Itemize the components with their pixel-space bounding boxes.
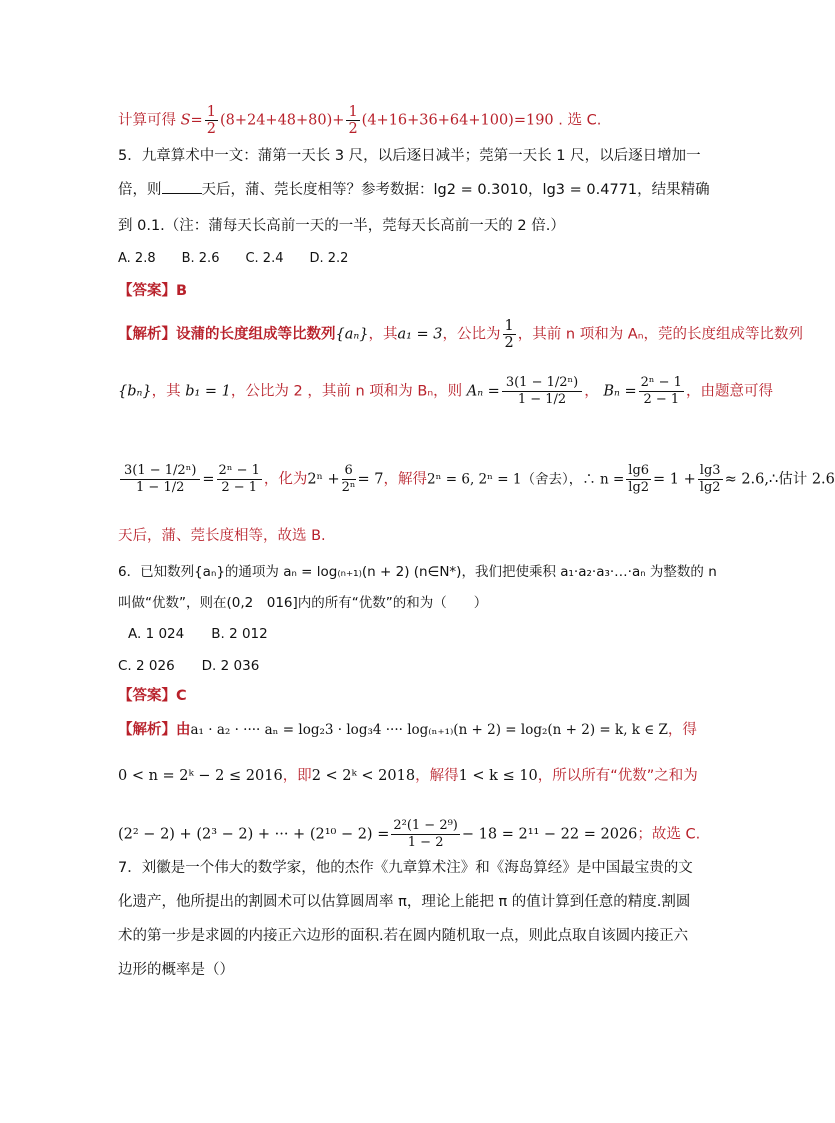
q5-analysis-line-3 (118, 463, 835, 496)
q5-an-fraction (502, 375, 582, 408)
q5-an1-b: {aₙ} (335, 326, 369, 343)
q5-an-num: 3(1 − 1/2ⁿ) (502, 375, 582, 392)
q5-six-den: 2ⁿ (341, 480, 356, 495)
q5-an2-g: Bₙ = (603, 383, 637, 400)
q6-line-1: 6．已知数列{aₙ}的通项为 aₙ = log₍ₙ₊₁₎(n + 2) (n∈N*)，我们把使乘积 a₁·a₂·a₃·…·aₙ 为整数的 n (118, 564, 717, 580)
q7-line-4: 边形的概率是（） (118, 962, 234, 978)
q6-an3-b: − 18 = 2¹¹ − 22 = 2026 (461, 826, 638, 843)
q6-an2-d: ，解得 (415, 768, 459, 784)
q5-an3-e: 2ⁿ = 6, 2ⁿ = 1（舍去），∴ n = (427, 471, 625, 488)
q5-an2-c: b₁ = 1 (185, 383, 231, 400)
q5-lg6-den: lg2 (628, 480, 650, 495)
q5-lg6-num: lg6 (628, 463, 650, 478)
calc-prefix: 计算可得 (118, 112, 176, 129)
q5-an1-a: 【解析】设蒲的长度组成等比数列 (118, 326, 336, 343)
half-num-2: 1 (348, 104, 358, 120)
q5-bn-fraction (639, 375, 684, 408)
q5-analysis-line-4: 天后，蒲、莞长度相等，故选 B. (118, 528, 326, 544)
q5-rhs-fraction (217, 463, 262, 496)
q5-an2-h: ，由题意可得 (685, 383, 773, 400)
q5-lg3-fraction (698, 463, 723, 496)
calc-result-line (118, 104, 601, 137)
q5-an3-a: ，化为 (263, 471, 308, 488)
q5-an2-b: ，其 (151, 383, 181, 400)
half-fraction-2 (346, 104, 359, 137)
q6-an1-c: ，得 (667, 722, 697, 738)
q6-sum-num: 2²(1 − 2⁹) (393, 818, 458, 833)
q5-lg3-den: lg2 (699, 480, 721, 495)
q6-analysis-line-3 (118, 818, 700, 851)
q5-an1-e: ，公比为 (442, 326, 501, 343)
q6-options-ab: A. 1 024 B. 2 012 (128, 626, 268, 642)
q5-an3-d: ，解得 (383, 471, 428, 488)
q6-an2-b: ，即 (282, 768, 312, 784)
q5-an3-f: = 1 + (653, 471, 696, 488)
q6-an3-c: ；故选 C. (637, 826, 701, 843)
q5-six-num: 6 (342, 463, 356, 480)
q6-an2-c: 2 < 2ᵏ < 2018 (311, 768, 416, 784)
q5-an1-f: ，其前 n 项和为 Aₙ，莞的长度组成等比数列 (517, 326, 803, 343)
q5-an1-c: ，其 (368, 326, 398, 343)
q5-an2-a: {bₙ} (118, 383, 152, 400)
q6-answer: 【答案】C (118, 688, 187, 704)
calc-expr-b: (8+24+48+80)+ (219, 112, 345, 129)
q5-lg6-fraction (626, 463, 651, 496)
calc-suffix: . 选 C. (558, 112, 602, 129)
q6-an3-a: (2² − 2) + (2³ − 2) + ··· + (2¹⁰ − 2) = (118, 826, 390, 843)
q5-analysis-line-1 (118, 318, 803, 351)
q7-line-2: 化遗产，他所提出的割圆术可以估算圆周率 π，理论上能把 π 的值计算到任意的精度.割圆 (118, 894, 691, 910)
q6-an1-a: 【解析】由 (118, 722, 191, 738)
calc-expr-c: (4+16+36+64+100)=190 (361, 112, 554, 129)
half-den-2: 2 (348, 121, 358, 137)
q5-an2-e: Aₙ = (466, 383, 500, 400)
q5-rhs-den: 2 − 1 (221, 480, 258, 495)
q6-an2-e: 1 < k ≤ 10 (458, 768, 538, 784)
q6-options-cd: C. 2 026 D. 2 036 (118, 658, 260, 674)
q5-an1-d: a₁ = 3 (397, 326, 443, 343)
q5-bn-num: 2ⁿ − 1 (640, 375, 682, 390)
q5-options: A. 2.8 B. 2.6 C. 2.4 D. 2.2 (118, 251, 349, 266)
q6-analysis-line-1 (118, 720, 697, 740)
q6-sum-fraction (391, 818, 460, 851)
q5-line-1: 5．九章算术中一文：蒲第一天长 3 尺，以后逐日减半；莞第一天长 1 尺，以后逐日增加一 (118, 148, 701, 164)
q5-lhs-den: 1 − 1/2 (136, 480, 185, 495)
q5-an2-f: ， (584, 383, 599, 400)
half-num: 1 (206, 104, 216, 120)
half-den: 2 (206, 121, 216, 137)
q5-analysis-line-2 (118, 375, 773, 408)
q5-an2-d: ，公比为 2 ，其前 n 项和为 Bₙ，则 (230, 383, 463, 400)
q5-rhs-num: 2ⁿ − 1 (218, 463, 260, 478)
q5-line-2-a: 倍，则 (118, 182, 162, 198)
q5-blank (162, 181, 202, 194)
q5-answer: 【答案】B (118, 283, 188, 299)
q5-line-2 (118, 180, 710, 200)
q5-bn-den: 2 − 1 (643, 392, 680, 407)
q5-lhs-num: 3(1 − 1/2ⁿ) (120, 463, 200, 480)
half-fraction (205, 104, 218, 137)
q5-an-den: 1 − 1/2 (517, 392, 567, 407)
q6-sum-den: 1 − 2 (407, 835, 444, 850)
q5-lhs-fraction (120, 463, 200, 496)
q5-line-3: 到 0.1.（注：蒲每天长高前一天的一半，莞每天长高前一天的 2 倍.） (118, 218, 565, 234)
q5-an3-eq: = (202, 471, 215, 488)
calc-expr-a: S= (180, 112, 203, 129)
q5-six-fraction (342, 463, 356, 496)
q5-an3-g: ≈ 2.6,∴估计 2.6 (724, 471, 835, 488)
q7-line-1: 7．刘徽是一个伟大的数学家，他的杰作《九章算术注》和《海岛算经》是中国最宝贵的文 (118, 860, 693, 876)
q5-an3-b: 2ⁿ + (307, 471, 340, 488)
q6-line-2: 叫做“优数”，则在(0,2 016]内的所有“优数”的和为（ ） (118, 595, 488, 611)
q5-line-2-b: 天后，蒲、莞长度相等？参考数据：lg2 = 0.3010，lg3 = 0.4771，结果精确 (201, 182, 710, 198)
q6-an1-b: a₁ · a₂ · ···· aₙ = log₂3 · log₃4 ···· log₍ₙ₊₁₎(n + 2) = log₂(n + 2) = k, k ∈ Z (190, 722, 668, 738)
q6-analysis-line-2 (118, 766, 698, 786)
q6-an2-f: ，所以所有“优数”之和为 (537, 768, 698, 784)
q5-an3-c: = 7 (357, 471, 384, 488)
q5-ratio-num: 1 (504, 318, 514, 334)
q5-ratio-fraction (503, 318, 516, 351)
q5-lg3-num: lg3 (699, 463, 721, 478)
q5-ratio-den: 2 (504, 335, 514, 351)
q7-line-3: 术的第一步是求圆的内接正六边形的面积.若在圆内随机取一点，则此点取自该圆内接正六 (118, 928, 689, 944)
q6-an2-a: 0 < n = 2ᵏ − 2 ≤ 2016 (118, 768, 283, 784)
